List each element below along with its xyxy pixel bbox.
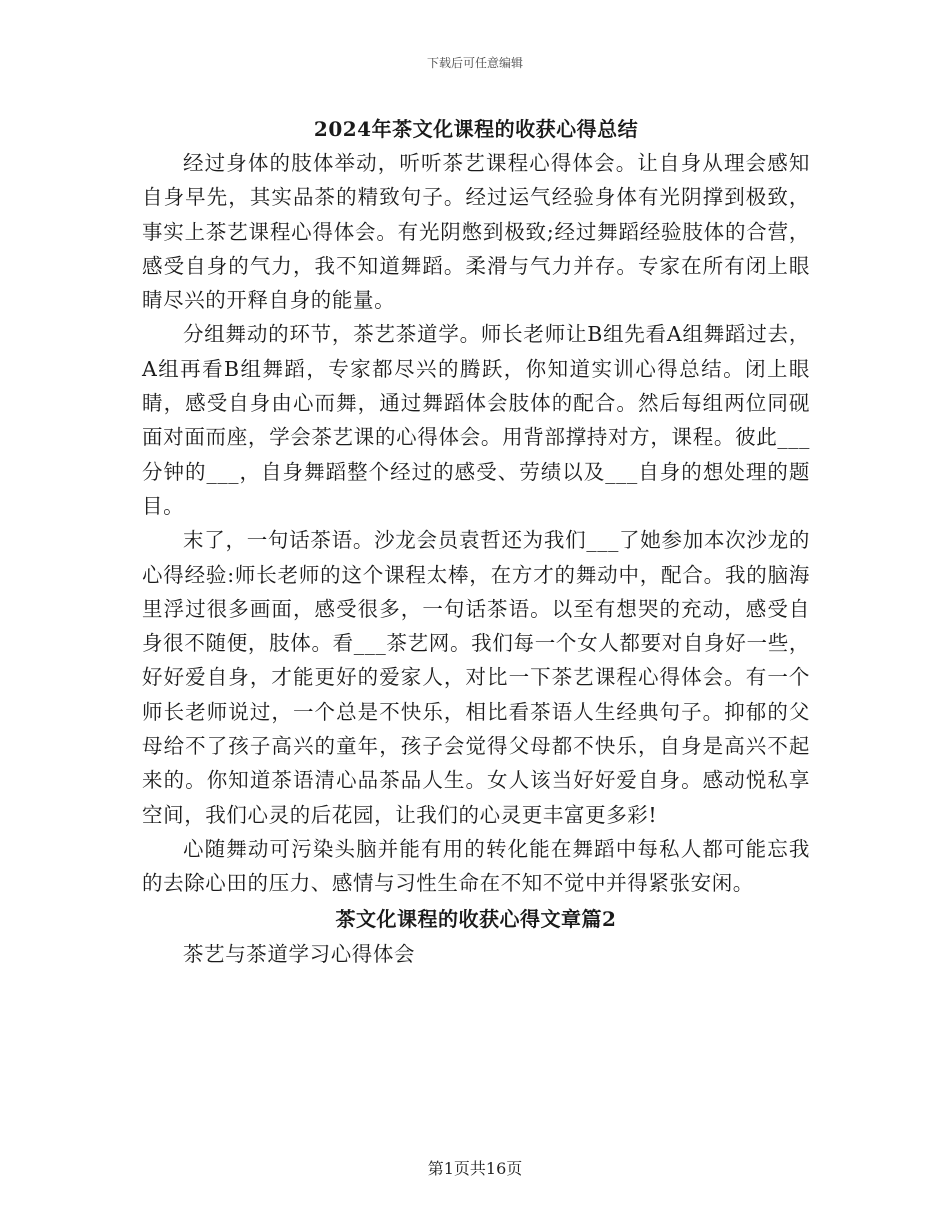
section-2-title: 茶文化课程的收获心得文章篇2 (335, 906, 617, 931)
section-2-first-line: 茶艺与茶道学习心得体会 (183, 941, 416, 966)
paragraph-4: 心随舞动可污染头脑并能有用的转化能在舞蹈中每私人都可能忘我的去除心田的压力、感情与习性生命在不知不觉中并得紧张安闲。 (142, 836, 810, 896)
page-footer-number: 第1页共16页 (427, 1159, 523, 1178)
paragraph-2: 分组舞动的环节，茶艺茶道学。师长老师让B组先看A组舞蹈过去，A组再看B组舞蹈，专家都尽兴的腾跃，你知道实训心得总结。闭上眼睛，感受自身由心而舞，通过舞蹈体会肢体的配合。然后每组两位同砚面对面而座，学会茶艺课的心得体会。用背部撑持对方，课程。彼此___分钟的___，自身舞蹈整个经过的感受、劳绩以及___自身的想处理的题目。 (142, 322, 810, 518)
document-title: 2024年茶文化课程的收获心得总结 (313, 117, 639, 141)
page-header-note: 下载后可任意编辑 (426, 56, 523, 70)
document-body (142, 112, 810, 971)
paragraph-3: 末了，一句话茶语。沙龙会员袁哲还为我们___了她参加本次沙龙的心得经验:师长老师的这个课程太棒，在方才的舞动中，配合。我的脑海里浮过很多画面，感受很多，一句话茶语。以至有想哭的充动，感受自身很不随便，肢体。看___茶艺网。我们每一个女人都要对自身好一些，好好爱自身，才能更好的爱家人，对比一下茶艺课程心得体会。有一个师长老师说过，一个总是不快乐，相比看茶语人生经典句子。抑郁的父母给不了孩子高兴的童年，孩子会觉得父母都不快乐，自身是高兴不起来的。你知道茶语清心品茶品人生。女人该当好好爱自身。感动悦私享空间，我们心灵的后花园，让我们的心灵更丰富更多彩! (142, 528, 810, 827)
paragraph-1: 经过身体的肢体举动，听听茶艺课程心得体会。让自身从理会感知自身早先，其实品茶的精致句子。经过运气经验身体有光阴撑到极致，事实上茶艺课程心得体会。有光阴憋到极致;经过舞蹈经验肢体的合营，感受自身的气力，我不知道舞蹈。柔滑与气力并存。专家在所有闭上眼睛尽兴的开释自身的能量。 (142, 151, 810, 313)
